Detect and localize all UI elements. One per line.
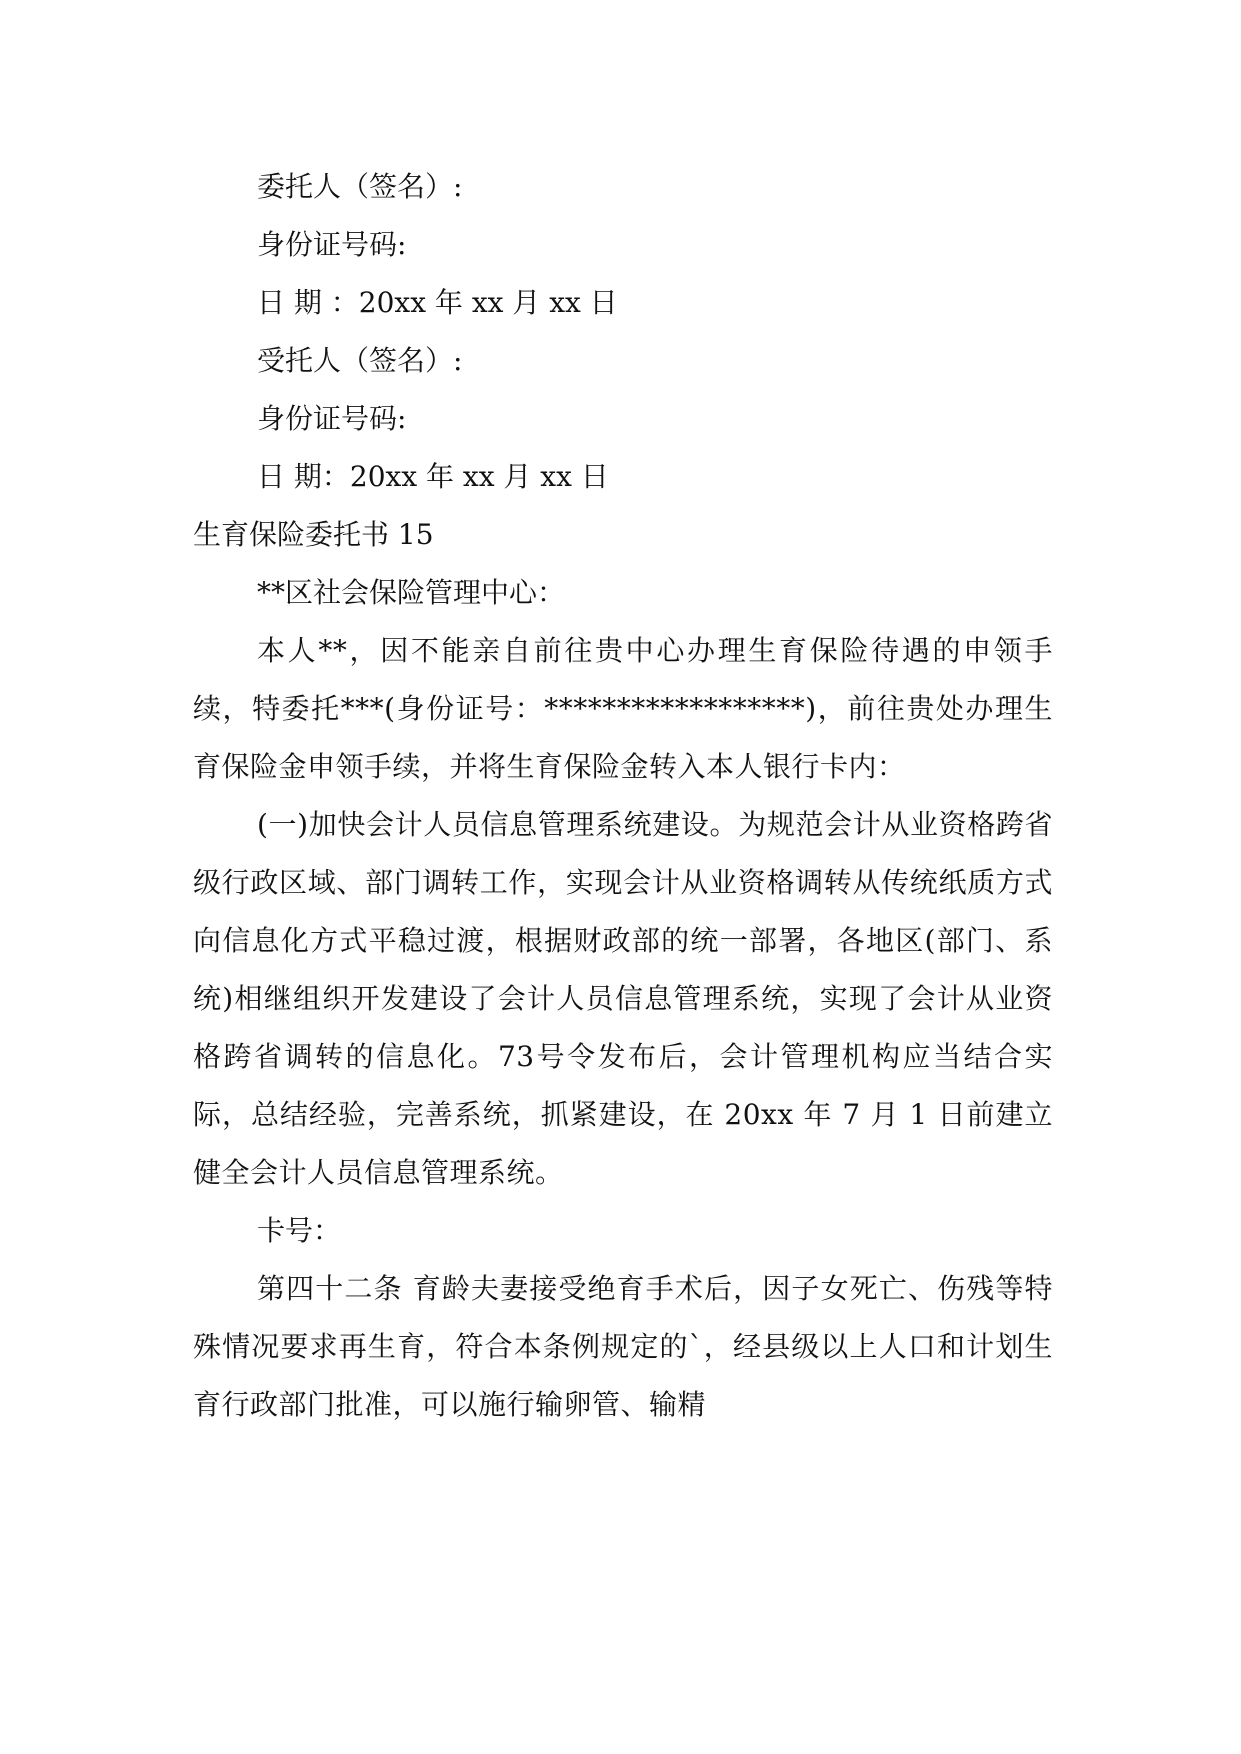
letter-paragraph-2: (一)加快会计人员信息管理系统建设。为规范会计从业资格跨省级行政区域、部门调转工作，实现会计从业资格调转从传统纸质方式向信息化方式平稳过渡，根据财政部的统一部署，各地区(部门、系统)相继组织开发建设了会计人员信息管理系统，实现了会计从业资格跨省调转的信息化。73号令发布后，会计管理机构应当结合实际，总结经验，完善系统，抓紧建设，在 20xx 年 7 月 1 日前建立健全会计人员信息管理系统。 [193, 808, 1053, 1189]
section-title: 生育保险委托书 15 [193, 518, 434, 551]
document-body [193, 158, 1053, 1434]
card-number-label: 卡号： [257, 1214, 342, 1247]
agent-signature-label: 受托人（签名）: [257, 344, 463, 377]
agent-date: 日 期：20xx 年 xx 月 xx 日 [257, 460, 609, 493]
letter-paragraph-3: 第四十二条 育龄夫妻接受绝育手术后，因子女死亡、伤残等特殊情况要求再生育，符合本条例规定的`，经县级以上人口和计划生育行政部门批准，可以施行输卵管、输精 [193, 1272, 1053, 1421]
letter-paragraph-1: 本人**，因不能亲自前往贵中心办理生育保险待遇的申领手续，特委托***(身份证号：******************)，前往贵处办理生育保险金申领手续，并将生育保险金转入本人银行卡内： [193, 634, 1053, 783]
principal-date: 日 期 ：20xx 年 xx 月 xx 日 [257, 286, 618, 319]
agent-id-label: 身份证号码: [257, 402, 407, 435]
principal-signature-label: 委托人（签名）: [257, 170, 463, 203]
letter-addressee: **区社会保险管理中心： [257, 576, 566, 609]
principal-id-label: 身份证号码: [257, 228, 407, 261]
